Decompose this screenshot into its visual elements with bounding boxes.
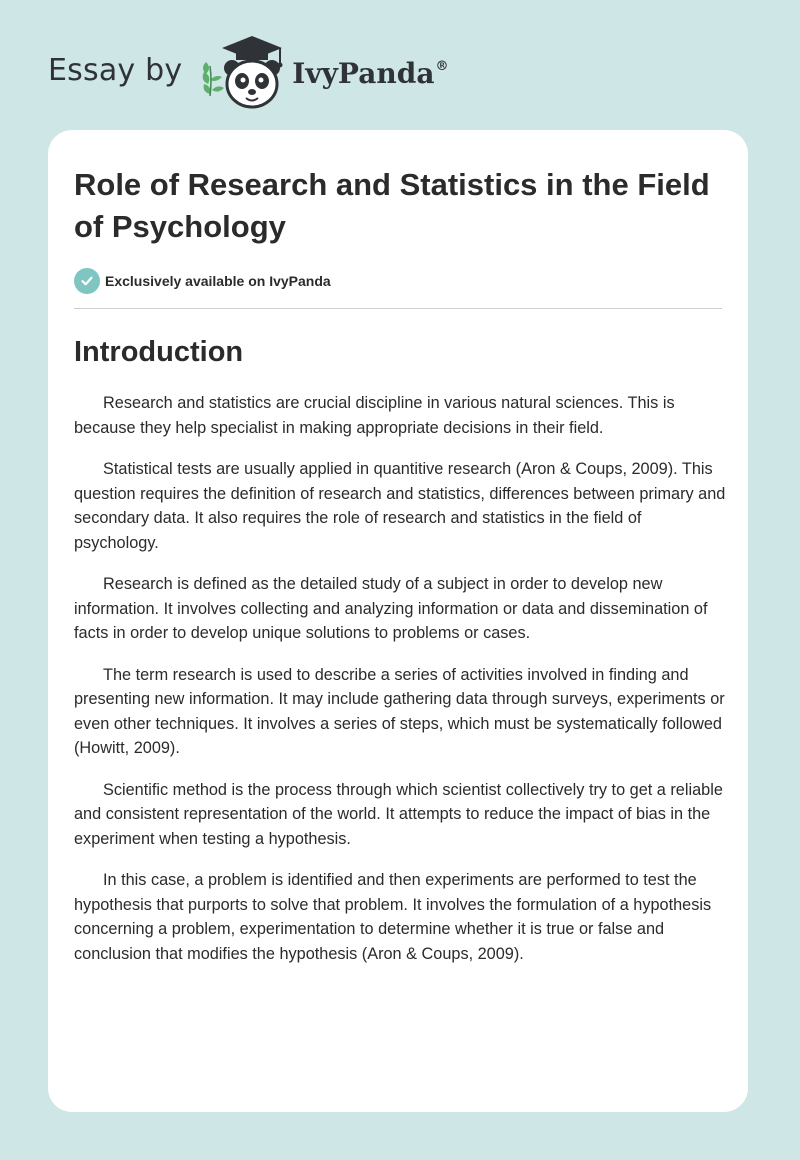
exclusive-badge-label: Exclusively available on IvyPanda <box>105 273 331 289</box>
registered-mark: ® <box>435 58 449 74</box>
essay-title: Role of Research and Statistics in the Field of Psychology <box>74 167 710 244</box>
paragraph: Research is defined as the detailed study of a subject in order to develop new information. It involves collecting and analyzing information or data and dissemination of facts in order to develop unique solutions to problems or cases. <box>74 575 708 642</box>
essay-body <box>74 391 726 966</box>
brand-label: IvyPanda <box>292 56 435 90</box>
essay-card <box>48 130 748 1112</box>
paragraph: The term research is used to describe a series of activities involved in finding and presenting new information. It may include gathering data through surveys, experiments or even other techniques. It involves a series of steps, which must be systematically followed (Howitt, 2009). <box>74 665 725 757</box>
paragraph: In this case, a problem is identified and then experiments are performed to test the hypothesis that purports to solve that problem. It involves the formulation of a hypothesis concerning a problem, experimentation to determine whether it is true or false and conclusion that modifies the hypothesis (Aron & Coups, 2009). <box>74 871 712 963</box>
site-header <box>48 34 448 110</box>
essay-by-label: Essay by <box>48 52 183 88</box>
brand-name[interactable] <box>292 57 448 90</box>
divider <box>74 308 722 309</box>
paragraph: Scientific method is the process through which scientist collectively try to get a reliable and consistent representation of the world. It attempts to reduce the impact of bias in the experiment when testing a hypothesis. <box>74 780 723 848</box>
section-title: Introduction <box>74 336 244 368</box>
panda-logo-icon[interactable] <box>196 34 288 110</box>
check-icon <box>74 268 100 294</box>
paragraph: Research and statistics are crucial discipline in various natural sciences. This is because they help specialist in making appropriate decisions in their field. <box>74 394 675 437</box>
exclusive-badge <box>74 268 722 294</box>
paragraph: Statistical tests are usually applied in quantitive research (Aron & Coups, 2009). This question requires the definition of research and statistics, differences between primary and secondary data. It also requires the role of research and statistics in the field of psychology. <box>74 460 726 552</box>
